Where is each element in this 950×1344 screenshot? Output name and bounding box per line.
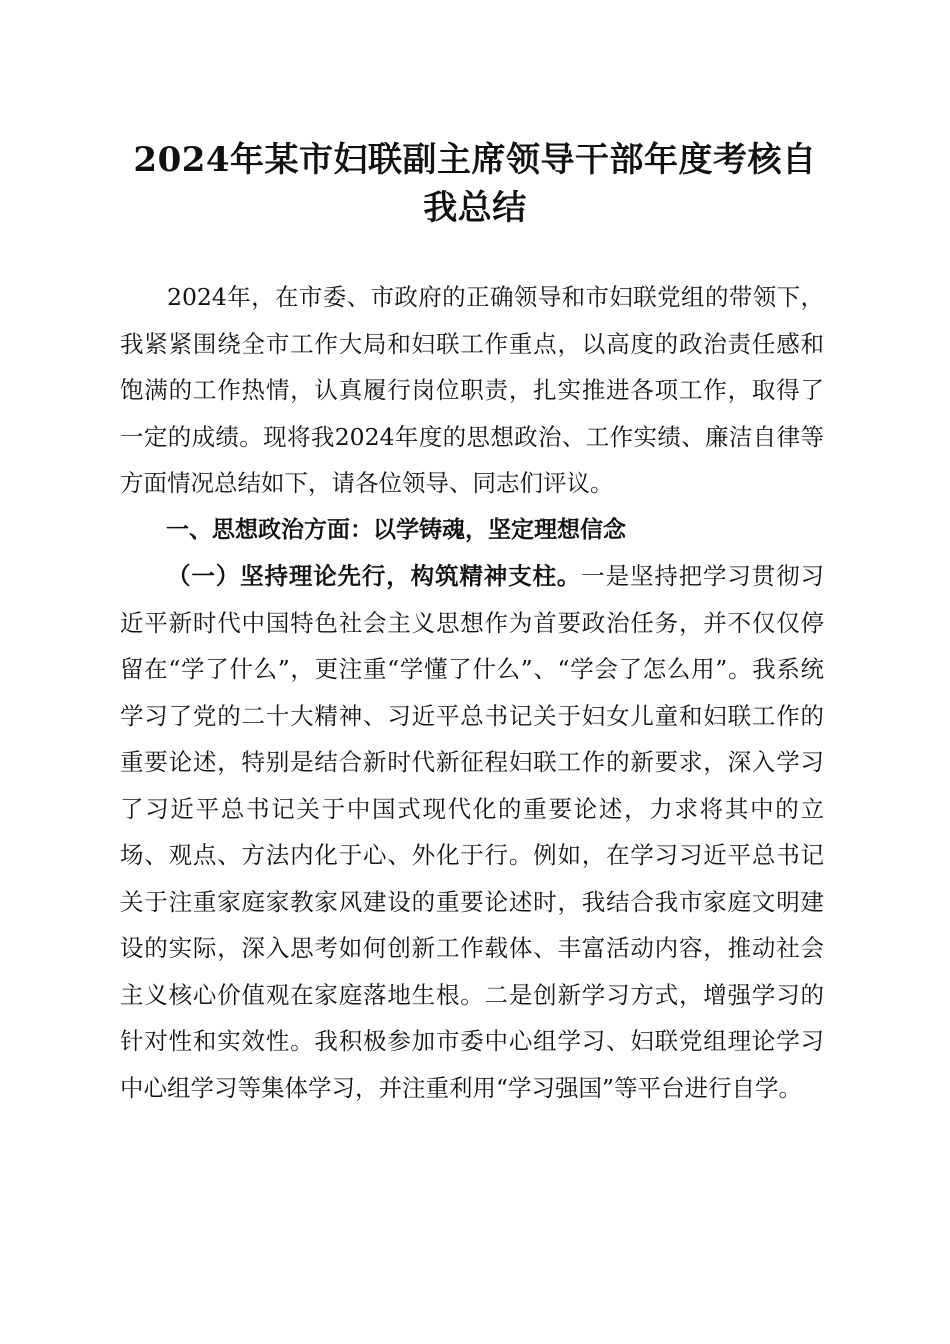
intro-paragraph: 2024年，在市委、市政府的正确领导和市妇联党组的带领下，我紧紧围绕全市工作大局和妇联工作重点，以高度的政治责任感和饱满的工作热情，认真履行岗位职责，扎实推进各项工作，取得了一定的成绩。现将我2024年度的思想政治、工作实绩、廉洁自律等方面情况总结如下，请各位领导、同志们评议。: [120, 283, 824, 497]
document-title: 2024年某市妇联副主席领导干部年度考核自我总结: [133, 140, 817, 228]
document-body: [120, 274, 824, 1111]
subsection-body-1: 一是坚持把学习贯彻习近平新时代中国特色社会主义思想作为首要政治任务，并不仅仅停留在“学了什么”，更注重“学懂了什么”、“学会了怎么用”。我系统学习了党的二十大精神、习近平总书记关于妇女儿童和妇联工作的重要论述，特别是结合新时代新征程妇联工作的新要求，深入学习了习近平总书记关于中国式现代化的重要论述，力求将其中的立场、观点、方法内化于心、外化于行。例如，在学习习近平总书记关于注重家庭家教家风建设的重要论述时，我结合我市家庭文明建设的实际，深入思考如何创新工作载体、丰富活动内容，推动社会主义核心价值观在家庭落地生根。二是创新学习方式，增强学习的针对性和实效性。我积极参加市委中心组学习、妇联党组理论学习中心组学习等集体学习，并注重利用“学习强国”等平台进行自学。: [120, 562, 825, 1102]
section-heading-1: 一、思想政治方面：以学铸魂，坚定理想信念: [166, 516, 626, 543]
subsection-heading-1: （一）坚持理论先行，构筑精神支柱。: [167, 562, 582, 590]
subsection-paragraph-1: [120, 553, 824, 1111]
